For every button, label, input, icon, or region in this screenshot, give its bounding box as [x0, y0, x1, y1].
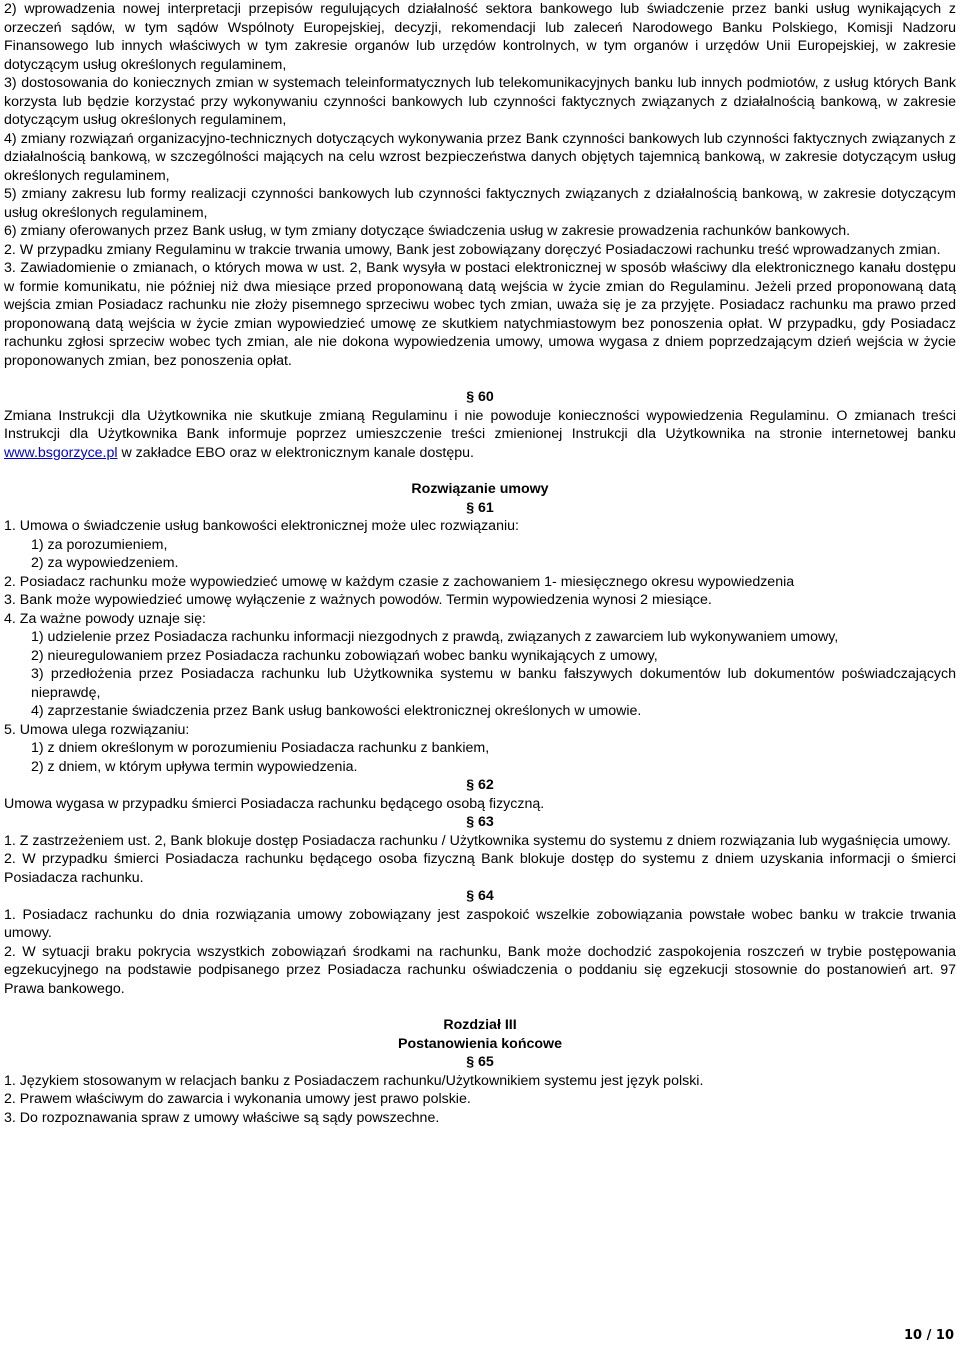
document-page	[4, 0, 956, 1127]
bank-website-link[interactable]: www.bsgorzyce.pl	[4, 444, 118, 461]
paragraph: 2) wprowadzenia nowej interpretacji przepisów regulujących działalność sektora bankowego lub świadczenie przez banki usług wynikających z orzeczeń sądów, w tym sądów Wspólnoty Europejskiej, decyzji, rekomendacji lub zaleceń Narodowego Banku Polskiego, Komisji Nadzoru Finansowego lub innych właściwych w tym zakresie organów lub urzędów kontrolnych, w tym organów i urzędów Unii Europejskiej, w zakresie dotyczącym usług określonych regulaminem,	[4, 1, 956, 73]
section-number-64: § 64	[466, 888, 494, 904]
section-number-61: § 61	[466, 499, 494, 516]
page-number: 10 / 10	[904, 1328, 954, 1343]
list-item: 1) z dniem określonym w porozumieniu Posiadacza rachunku z bankiem,	[31, 740, 490, 756]
paragraph-62: Umowa wygasa w przypadku śmierci Posiadacza rachunku będącego osobą fizyczną.	[4, 795, 545, 812]
paragraph: 4) zmiany rozwiązań organizacyjno-technicznych dotyczących wykonywania przez Bank czynności bankowych lub czynności faktycznych związanych z działalnością bankową, w szczególności mających na celu wzrost bezpieczeństwa danych objętych tajemnicą bankową, w zakresie dotyczącym usług określonych regulaminem,	[4, 130, 956, 184]
list-item: 1. Z zastrzeżeniem ust. 2, Bank blokuje dostęp Posiadacza rachunku / Użytkownika systemu do systemu z dniem rozwiązania lub wygaśnięcia umowy.	[4, 832, 951, 849]
list-item: 2. W sytuacji braku pokrycia wszystkich zobowiązań środkami na rachunku, Bank może dochodzić zaspokojenia roszczeń w trybie postępowania egzekucyjnego na podstawie podpisanego przez Posiadacza rachunku oświadczenia o poddaniu się egzekucji stosownie do postanowień art. 97 Prawa bankowego.	[4, 943, 956, 997]
paragraph: 2. W przypadku zmiany Regulaminu w trakcie trwania umowy, Bank jest zobowiązany doręczyć Posiadaczowi rachunku treść wprowadzanych zmian.	[4, 241, 941, 258]
paragraph-text: Zmiana Instrukcji dla Użytkownika nie skutkuje zmianą Regulaminu i nie powoduje konieczności wypowiedzenia Regulaminu. O zmianach treści Instrukcji dla Użytkownika Bank informuje poprzez umieszczenie treści zmienionej Instrukcji dla Użytkownika na stronie internetowej banku	[4, 407, 956, 442]
list-item: 2) z dniem, w którym upływa termin wypowiedzenia.	[31, 758, 358, 775]
list-item: 1) udzielenie przez Posiadacza rachunku informacji niezgodnych z prawdą, związanych z zawarciem lub wykonywaniem umowy,	[31, 629, 839, 645]
list-item: 4) zaprzestanie świadczenia przez Bank usług bankowości elektronicznej określonych w umowie.	[31, 703, 642, 719]
paragraph-60	[4, 407, 956, 463]
chapter-subtitle: Postanowienia końcowe	[398, 1035, 562, 1052]
list-item: 2. Prawem właściwym do zawarcia i wykonania umowy jest prawo polskie.	[4, 1091, 471, 1107]
list-item: 5. Umowa ulega rozwiązaniu:	[4, 721, 190, 738]
paragraph: 3. Zawiadomienie o zmianach, o których mowa w ust. 2, Bank wysyła w postaci elektronicznej w sposób właściwy dla elektronicznego kanału dostępu w formie komunikatu, nie później niż dwa miesiące przed proponowaną datą wejścia w życie zmian do Regulaminu. Jeżeli przed proponowaną datą wejścia zmian Posiadacz rachunku nie złoży pisemnego sprzeciwu wobec tych zmian, uważa się je za przyjęte. Posiadacz rachunku ma prawo przed proponowaną datą wejścia w życie zmian wypowiedzieć umowę ze skutkiem natychmiastowym bez ponoszenia opłat. W przypadku, gdy Posiadacz rachunku zgłosi sprzeciw wobec tych zmian, ale nie dokona wypowiedzenia umowy, umowa wygasa z dniem poprzedzającym dzień wejścia w życie proponowanych zmian, bez ponoszenia opłat.	[4, 260, 956, 369]
list-item: 2. Posiadacz rachunku może wypowiedzieć umowę w każdym czasie z zachowaniem 1- miesięcznego okresu wypowiedzenia	[4, 573, 795, 590]
list-item: 3) przedłożenia przez Posiadacza rachunku lub Użytkownika systemu w banku fałszywych dokumentów lub dokumentów poświadczających nieprawdę,	[31, 666, 956, 701]
paragraph: 3) dostosowania do koniecznych zmian w systemach teleinformatycznych lub telekomunikacyjnych banku lub innych podmiotów, z usług których Bank korzysta lub będzie korzystać przy wykonywaniu czynności bankowych lub czynności faktycznych związanych z działalnością bankową, w zakresie dotyczącym usług określonych regulaminem,	[4, 75, 956, 128]
section-number-65: § 65	[466, 1054, 494, 1070]
paragraph: 6) zmiany oferowanych przez Bank usług, w tym zmiany dotyczące świadczenia usług w zakresie prowadzenia rachunków bankowych.	[4, 223, 851, 239]
section-59-continuation	[4, 0, 956, 370]
section-number-63: § 63	[466, 814, 494, 830]
list-item: 2) za wypowiedzeniem.	[31, 555, 179, 571]
list-item: 1. Językiem stosowanym w relacjach banku z Posiadaczem rachunku/Użytkownikiem systemu jest język polski.	[4, 1072, 704, 1089]
list-item: 1. Posiadacz rachunku do dnia rozwiązania umowy zobowiązany jest zaspokoić wszelkie zobowiązania powstałe wobec banku w trakcie trwania umowy.	[4, 906, 956, 941]
list-item: 3. Do rozpoznawania spraw z umowy właściwe są sądy powszechne.	[4, 1109, 440, 1126]
section-61-list	[4, 517, 956, 776]
section-number-62: § 62	[466, 777, 494, 793]
list-item: 2. W przypadku śmierci Posiadacza rachunku będącego osoba fizyczną Bank blokuje dostęp do systemu z dniem uzyskania informacji o śmierci Posiadacza rachunku.	[4, 851, 956, 886]
list-item: 1. Umowa o świadczenie usług bankowości elektronicznej może ulec rozwiązaniu:	[4, 518, 519, 534]
list-item: 1) za porozumieniem,	[31, 536, 168, 553]
list-item: 3. Bank może wypowiedzieć umowę wyłączenie z ważnych powodów. Termin wypowiedzenia wynosi 2 miesiące.	[4, 592, 712, 608]
section-heading: Rozwiązanie umowy	[411, 481, 549, 497]
chapter-title: Rozdział III	[443, 1017, 517, 1033]
list-item: 4. Za ważne powody uznaje się:	[4, 610, 206, 627]
section-number-60: § 60	[466, 389, 494, 405]
list-item: 2) nieuregulowaniem przez Posiadacza rachunku zobowiązań wobec banku wynikających z umowy,	[31, 647, 658, 664]
paragraph-text: w zakładce EBO oraz w elektronicznym kanale dostępu.	[117, 444, 474, 461]
paragraph: 5) zmiany zakresu lub formy realizacji czynności bankowych lub czynności faktycznych związanych z działalnością bankową, w zakresie dotyczącym usług określonych regulaminem,	[4, 186, 956, 221]
